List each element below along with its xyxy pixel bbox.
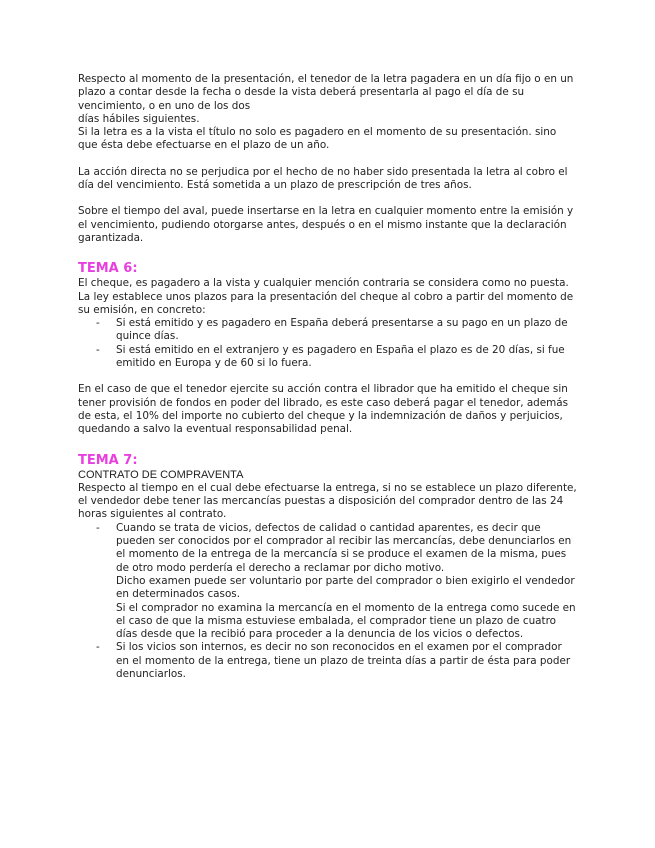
- list-item: - Si los vicios son internos, es decir no son reconocidos en el examen por el comprador en el momento de la entrega, tiene un plazo de treinta días a partir de ésta para poder denunciarlos.: [78, 641, 578, 681]
- tema-6-heading: TEMA 6:: [78, 261, 138, 277]
- paragraph-accion-directa: La acción directa no se perjudica por el hecho de no haber sido presentada la letra al cobro el día del vencimiento. Está sometida a un plazo de prescripción de tres años.: [78, 165, 568, 192]
- paragraph-letra-vista: Si la letra es a la vista el título no solo es pagadero en el momento de su presentación. sino que ésta debe efectuarse en el plazo de un año.: [78, 126, 557, 152]
- list-item: - Si está emitido en el extranjero y es pagadero en España el plazo es de 20 días, si fue emitido en Europa y de 60 si lo fuera.: [78, 344, 578, 371]
- paragraph-presentacion: Respecto al momento de la presentación, el tenedor de la letra pagadera en un día fijo o en un plazo a contar desde la fecha o desde la vista deberá presentarla al pago el día de su vencimiento, o en uno de los dos: [78, 73, 574, 112]
- paragraph-plazos-cheque: La ley establece unos plazos para la presentación del cheque al cobro a partir del momento de su emisión, en concreto:: [78, 290, 574, 316]
- list-item: - Si está emitido y es pagadero en España deberá presentarse a su pago en un plazo de quince días.: [78, 317, 578, 344]
- list-item: [78, 522, 578, 642]
- examen-voluntario-text: Dicho examen puede ser voluntario por parte del comprador o bien exigirlo el vendedor en determinados casos.: [116, 574, 575, 601]
- document-page: [78, 73, 578, 681]
- tema-7-heading: TEMA 7:: [78, 452, 138, 468]
- vicios-list: [78, 522, 578, 682]
- section-subheading: CONTRATO DE COMPRAVENTA: [78, 468, 244, 481]
- paragraph-cheque-vista: El cheque, es pagadero a la vista y cualquier mención contraria se considera como no puesta.: [78, 277, 569, 290]
- paragraph-tenedor-accion: En el caso de que el tenedor ejercite su acción contra el librador que ha emitido el cheque sin tener provisión de fondos en poder del librado, es este caso deberá pagar el tenedor, además de esta, el 10% del importe no cubierto del cheque y la indemnización de daños y perjuicios, quedando a salvo la eventual responsabilidad penal.: [78, 383, 569, 436]
- paragraph-entrega: Respecto al tiempo en el cual debe efectuarse la entrega, si no se establece un plazo diferente, el vendedor debe tener las mercancías puestas a disposición del comprador dentro de las 24 horas siguientes al contrato.: [78, 481, 577, 521]
- vicios-aparentes-text: Cuando se trata de vicios, defectos de calidad o cantidad aparentes, es decir que pueden ser conocidos por el comprador al recibir las mercancías, debe denunciarlos en el momento de la entrega de la mercancía si se produce el examen de la misma, pues de otro modo perdería el derecho a reclamar por dicho motivo.: [116, 521, 572, 574]
- plazos-list: [78, 317, 578, 370]
- mercancia-embalada-text: Si el comprador no examina la mercancía en el momento de la entrega como sucede en el caso de que la misma estuviese embalada, el comprador tiene un plazo de cuatro días desde que la recibió para proceder a la denuncia de los vicios o defectos.: [116, 601, 576, 641]
- paragraph-dias-habiles: días hábiles siguientes.: [78, 112, 200, 125]
- paragraph-aval: Sobre el tiempo del aval, puede insertarse en la letra en cualquier momento entre la emisión y el vencimiento, pudiendo otorgarse antes, después o en el mismo instante que la declaración garantizada.: [78, 205, 574, 244]
